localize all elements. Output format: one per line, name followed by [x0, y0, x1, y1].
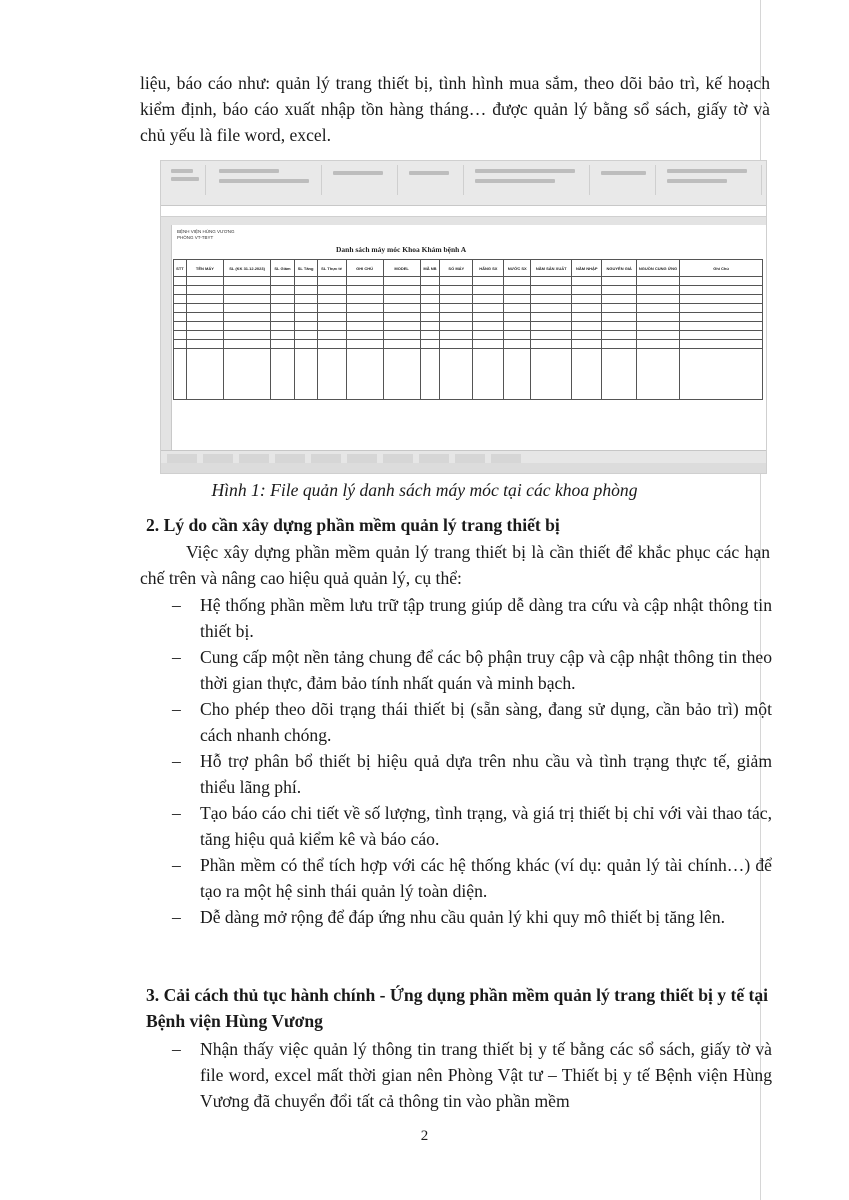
sheet-tabs[interactable]	[161, 450, 766, 463]
table-row	[174, 277, 763, 286]
table-row	[174, 286, 763, 295]
header-cell: STT	[174, 260, 187, 277]
header-cell: SL Thực tế	[317, 260, 346, 277]
header-cell: NƯỚC SX	[504, 260, 531, 277]
list-item-text: Cho phép theo dõi trạng thái thiết bị (sẵn sàng, đang sử dụng, cần bảo trì) một cách nhanh chóng.	[200, 699, 772, 745]
page-number: 2	[420, 1128, 429, 1144]
equipment-table-body	[174, 277, 763, 400]
list-item	[172, 696, 772, 748]
list-item-text: Tạo báo cáo chi tiết về số lượng, tình trạng, và giá trị thiết bị chỉ với vài thao tác, tăng hiệu quả kiểm kê và báo cáo.	[200, 803, 772, 849]
header-cell: TÊN MÁY	[186, 260, 223, 277]
formula-bar	[161, 206, 766, 217]
table-row	[174, 331, 763, 340]
list-item-text: Hệ thống phần mềm lưu trữ tập trung giúp dễ dàng tra cứu và cập nhật thông tin thiết bị.	[200, 595, 772, 641]
table-row	[174, 295, 763, 304]
equipment-table-header	[174, 260, 763, 277]
header-cell: HÃNG SX	[473, 260, 504, 277]
header-cell: NGUỒN CUNG ỨNG	[637, 260, 680, 277]
excel-screenshot-figure	[160, 160, 767, 474]
sheet-org-line1: BỆNH VIỆN HÙNG VƯƠNG	[177, 229, 235, 234]
dash-marker: –	[172, 595, 181, 615]
header-cell: SL Tăng	[294, 260, 317, 277]
section3-heading: 3. Cải cách thủ tục hành chính - Ứng dụng phần mềm quản lý trang thiết bị y tế tại Bệnh viện Hùng Vương	[146, 985, 769, 1031]
dash-marker: –	[172, 907, 181, 927]
table-row	[174, 313, 763, 322]
sheet-org-block	[177, 229, 234, 241]
section3-bullet-list	[172, 1036, 772, 1114]
dash-marker: –	[172, 1039, 181, 1059]
header-cell: NĂM NHẬP	[572, 260, 602, 277]
figure-caption: Hình 1: File quản lý danh sách máy móc tại các khoa phòng	[211, 480, 638, 500]
section2-heading: 2. Lý do cần xây dựng phần mềm quản lý trang thiết bị	[146, 515, 560, 535]
sheet-title: Danh sách máy móc Khoa Khám bệnh A	[336, 245, 467, 254]
header-cell: MÃ NB	[420, 260, 440, 277]
dash-marker: –	[172, 803, 181, 823]
section2-lead: Việc xây dựng phần mềm quản lý trang thiết bị là cần thiết để khắc phục các hạn chế trên và nâng cao hiệu quả quản lý, cụ thể:	[140, 542, 770, 588]
intro-paragraph: liệu, báo cáo như: quản lý trang thiết bị, tình hình mua sắm, theo dõi bảo trì, kế hoạch kiểm định, báo cáo xuất nhập tồn hàng tháng… được quản lý bằng sổ sách, giấy tờ và chủ yếu là file word, excel.	[140, 73, 770, 145]
dash-marker: –	[172, 751, 181, 771]
list-item-text: Nhận thấy việc quản lý thông tin trang thiết bị y tế bằng các sổ sách, giấy tờ và file word, excel mất thời gian nên Phòng Vật tư – Thiết bị y tế Bệnh viện Hùng Vương đã chuyển đổi tất cả thông tin vào phần mềm	[200, 1039, 772, 1111]
excel-ribbon	[161, 161, 766, 206]
header-cell: Ghi Chú	[680, 260, 763, 277]
header-cell: NGUYÊN GIÁ	[602, 260, 637, 277]
table-row	[174, 322, 763, 331]
list-item	[172, 1036, 772, 1114]
dash-marker: –	[172, 699, 181, 719]
list-item	[172, 748, 772, 800]
table-row	[174, 349, 763, 400]
list-item	[172, 852, 772, 904]
list-item-text: Dễ dàng mở rộng để đáp ứng nhu cầu quản lý khi quy mô thiết bị tăng lên.	[200, 907, 726, 927]
header-cell: SL Giảm	[271, 260, 294, 277]
table-row	[174, 340, 763, 349]
list-item	[172, 904, 772, 930]
spreadsheet-area	[161, 225, 766, 451]
row-header-column	[161, 225, 172, 451]
header-cell: NĂM SẢN XUẤT	[531, 260, 572, 277]
header-cell: SL (KK 31.12.2023)	[223, 260, 270, 277]
header-cell: SỐ MÁY	[440, 260, 473, 277]
status-bar	[161, 463, 766, 473]
list-item-text: Cung cấp một nền tảng chung để các bộ phận truy cập và cập nhật thông tin theo thời gian thực, đảm bảo tính nhất quán và minh bạch.	[200, 647, 772, 693]
dash-marker: –	[172, 647, 181, 667]
sheet-org-line2: PHÒNG VT-TBYT	[177, 235, 214, 240]
dash-marker: –	[172, 855, 181, 875]
list-item-text: Hỗ trợ phân bổ thiết bị hiệu quả dựa trên nhu cầu và tình trạng thực tế, giảm thiểu lãng phí.	[200, 751, 772, 797]
list-item	[172, 800, 772, 852]
list-item	[172, 644, 772, 696]
section2-bullet-list	[172, 592, 772, 930]
table-row	[174, 304, 763, 313]
list-item	[172, 592, 772, 644]
list-item-text: Phần mềm có thể tích hợp với các hệ thống khác (ví dụ: quản lý tài chính…) để tạo ra một hệ sinh thái quản lý toàn diện.	[200, 855, 772, 901]
header-cell: GHI CHÚ	[346, 260, 383, 277]
equipment-table	[173, 259, 763, 400]
header-cell: MODEL	[383, 260, 420, 277]
